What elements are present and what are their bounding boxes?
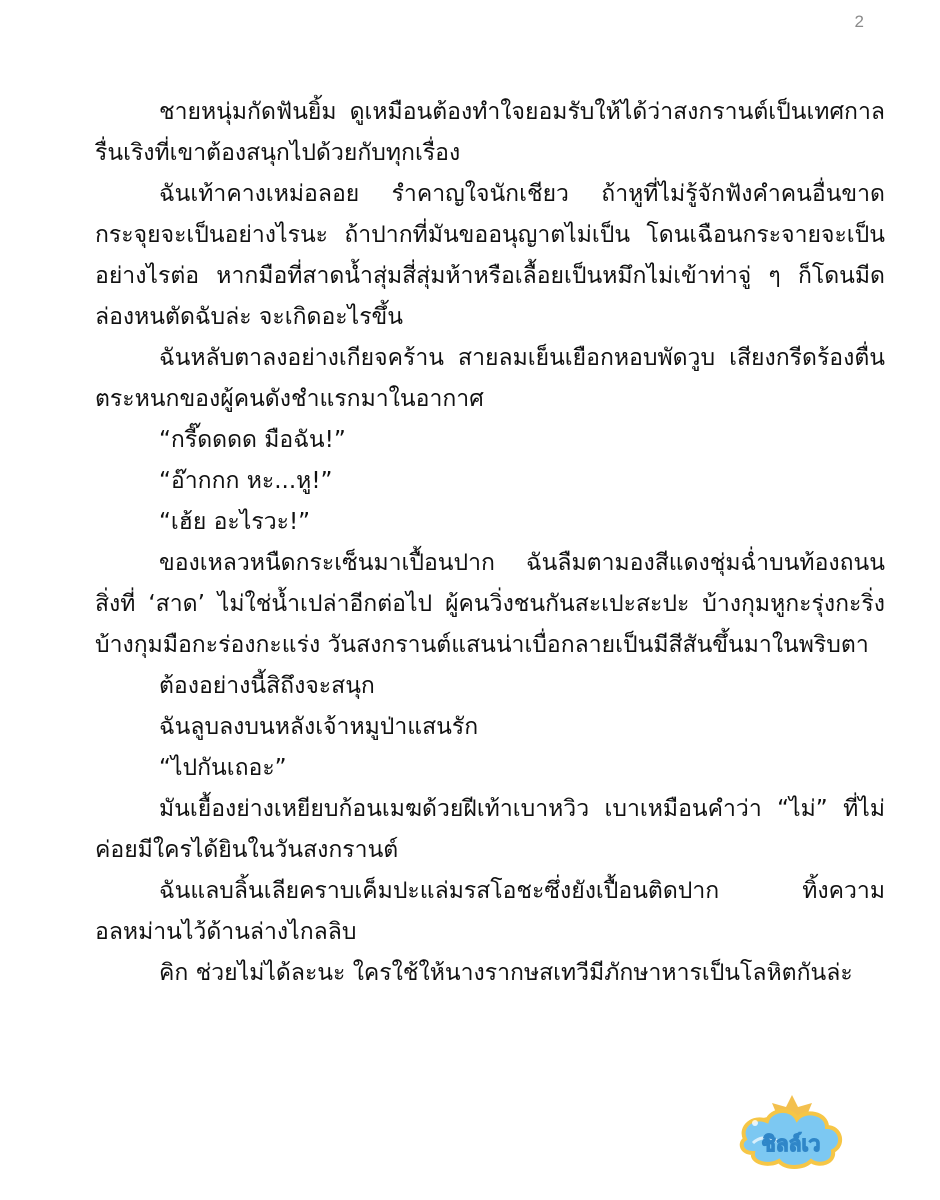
document-body bbox=[95, 92, 885, 994]
dialogue-line: “กรี๊ดดดด มือฉัน!” bbox=[159, 427, 346, 453]
paragraph: ชายหนุ่มกัดฟันยิ้ม ดูเหมือนต้องทำใจยอมรับให้ได้ว่าสงกรานต์เป็นเทศกาลรื่นเริงที่เขาต้องสนุกไปด้วยกับทุกเรื่อง bbox=[95, 99, 885, 166]
paragraph: คิก ช่วยไม่ได้ละนะ ใครใช้ให้นางรากษสเทวีมีภักษาหารเป็นโลหิตกันล่ะ bbox=[159, 960, 853, 986]
logo-text: ชิลล์เว bbox=[761, 1132, 821, 1156]
paragraph: ฉันแลบลิ้นเลียคราบเค็มปะแล่มรสโอชะซึ่งยังเปื้อนติดปาก ทิ้งความอลหม่านไว้ด้านล่างไกลลิบ bbox=[95, 878, 885, 945]
dialogue-line: “เฮ้ย อะไรวะ!” bbox=[159, 509, 311, 535]
paragraph: ต้องอย่างนี้สิถึงจะสนุก bbox=[159, 673, 375, 699]
dialogue-line: “ไปกันเถอะ” bbox=[159, 755, 287, 781]
paragraph: ฉันหลับตาลงอย่างเกียจคร้าน สายลมเย็นเยือกหอบพัดวูบ เสียงกรีดร้องตื่นตระหนกของผู้คนดังชำแรกมาในอากาศ bbox=[95, 345, 885, 412]
dialogue-line: “อ๊ากกก หะ...หู!” bbox=[159, 468, 333, 494]
paragraph: ของเหลวหนืดกระเซ็นมาเปื้อนปาก ฉันลืมตามองสีแดงชุ่มฉ่ำบนท้องถนน สิ่งที่ ‘สาด’ ไม่ใช่น้ำเปล่าอีกต่อไป ผู้คนวิ่งชนกันสะเปะสะปะ บ้างกุมหูกะรุ่งกะริ่ง บ้างกุมมือกะร่องกะแร่ง วันสงกรานต์แสนน่าเบื่อกลายเป็นมีสีสันขึ้นมาในพริบตา bbox=[95, 550, 885, 658]
page-number: 2 bbox=[854, 12, 864, 31]
paragraph: ฉันลูบลงบนหลังเจ้าหมูป่าแสนรัก bbox=[159, 714, 479, 740]
paragraph: ฉันเท้าคางเหม่อลอย รำคาญใจนักเชียว ถ้าหูที่ไม่รู้จักฟังคำคนอื่นขาดกระจุยจะเป็นอย่างไรนะ ถ้าปากที่มันขออนุญาตไม่เป็น โดนเฉือนกระจายจะเป็นอย่างไรต่อ หากมือที่สาดน้ำสุ่มสี่สุ่มห้าหรือเลื้อยเป็นหมึกไม่เข้าท่าจู่ ๆ ก็โดนมีดล่องหนตัดฉับล่ะ จะเกิดอะไรขึ้น bbox=[95, 181, 885, 330]
paragraph: มันเยื้องย่างเหยียบก้อนเมฆด้วยฝีเท้าเบาหวิว เบาเหมือนคำว่า “ไม่” ที่ไม่ค่อยมีใครได้ยินในวันสงกรานต์ bbox=[95, 796, 885, 863]
publisher-logo bbox=[733, 1093, 851, 1171]
